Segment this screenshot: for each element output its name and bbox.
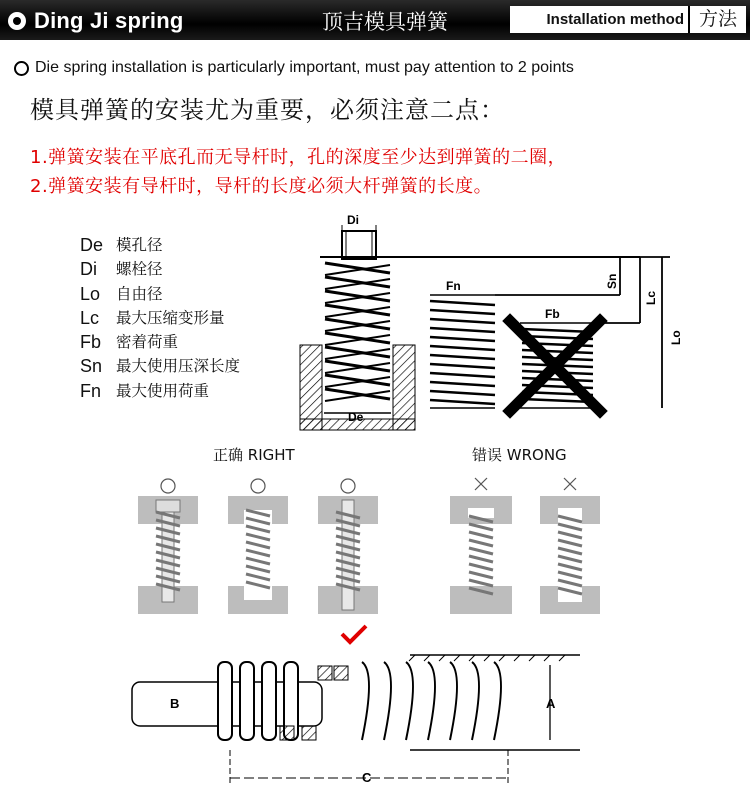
legend-abbr: Fb [80,332,102,353]
circle-bullet-icon [14,61,29,76]
legend-abbr: De [80,235,104,255]
legend-abbr: Lc [80,307,100,328]
symbol-legend [80,233,240,403]
label-fb: Fb [545,307,560,321]
label-de: De [348,410,364,424]
label-lc: Lc [644,290,658,305]
legend-desc: 最大压缩变形量 [116,308,225,327]
legend-abbr: Di [80,259,97,280]
legend-row [80,257,240,281]
label-b: B [170,696,180,711]
ng-cross-icon [564,478,576,490]
section-label-cn: 方法 [698,8,737,30]
wrong-example-2 [540,478,600,614]
right-label: 正确 RIGHT [213,446,295,464]
point-2: 2.弹簧安装有导杆时，导杆的长度必须大杆弹簧的长度。 [30,176,493,197]
label-a: A [546,696,556,711]
section-label-en: Installation method [510,6,690,33]
legend-desc: 最大使用荷重 [116,381,210,400]
ok-circle-icon [161,479,175,493]
right-example-3 [318,479,378,614]
label-c: C [362,770,372,785]
brand-name: Ding Ji spring [34,8,184,33]
brand [8,7,183,35]
spring-dimension-diagram [290,205,700,435]
label-di: Di [347,213,359,227]
legend-desc: 螺栓径 [116,260,163,279]
legend-row [80,306,240,330]
legend-row [80,354,240,378]
legend-abbr: Fn [80,380,102,401]
installation-examples [130,470,610,620]
point-1: 1.弹簧安装在平底孔而无导杆时，孔的深度至少达到弹簧的二圈， [30,147,567,168]
intro-note-text: Die spring installation is particularly important, must pay attention to 2 points [35,59,574,76]
legend-row [80,282,240,306]
ok-circle-icon [251,479,265,493]
check-mark-icon [342,626,366,642]
label-lo: Lo [669,330,683,345]
wrong-label: 错误 WRONG [472,446,567,464]
assembly-diagram [130,620,590,798]
legend-desc: 最大使用压深长度 [116,357,241,376]
right-example-1 [138,479,198,614]
header-cn-title: 顶吉模具弹簧 [322,10,448,34]
free-spring [325,263,390,401]
die-wall-right [393,345,415,430]
legend-row [80,233,240,257]
label-sn: Sn [605,273,619,289]
working-spring [430,301,495,404]
legend-abbr: Lo [80,283,101,304]
die-wall-left [300,345,322,430]
legend-row [80,330,240,354]
page-heading: 模具弹簧的安装尤为重要，必须注意二点： [30,96,505,124]
ok-circle-icon [341,479,355,493]
legend-row [80,379,240,403]
label-fn: Fn [446,279,461,293]
bolt-head [342,231,376,259]
wrong-example-1 [450,478,512,614]
legend-desc: 密着荷重 [116,333,179,352]
brand-bullet-icon [8,12,26,30]
right-example-2 [228,479,288,614]
ng-cross-icon [475,478,487,490]
section-label-box [510,6,746,33]
legend-desc: 自由径 [116,284,163,303]
legend-abbr: Sn [80,356,103,377]
legend-desc: 模孔径 [116,236,163,254]
header-bar [0,0,750,40]
intro-note [14,59,574,77]
